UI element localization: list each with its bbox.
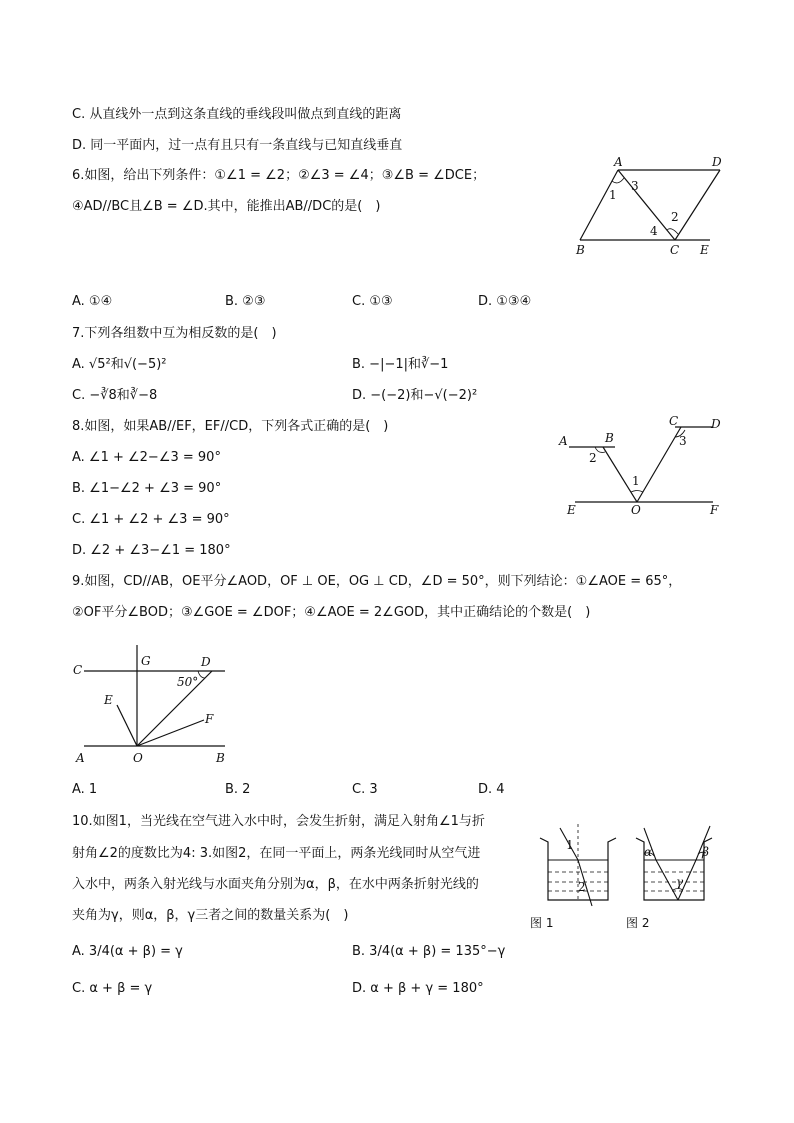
q10-fig2-alpha: α (644, 845, 653, 859)
q9-label-F: F (205, 712, 214, 726)
q6-angle-1: 1 (609, 188, 617, 202)
q9-label-E: E (104, 693, 113, 707)
q6-label-A: A (614, 155, 623, 169)
q6-stem-line1: 6.如图，给出下列条件：①∠1 = ∠2；②∠3 = ∠4；③∠B = ∠DCE； (72, 168, 486, 183)
q9-label-angle: 50° (177, 675, 199, 689)
q10-fig1-angle-2: 2 (578, 880, 586, 894)
q10-option-b[interactable]: B. 3/4(α + β) = 135°−γ (352, 944, 506, 959)
q6-option-c[interactable]: C. ①③ (352, 294, 393, 309)
q8-option-b[interactable]: B. ∠1−∠2 + ∠3 = 90° (72, 481, 222, 496)
q9-option-c[interactable]: C. 3 (352, 782, 378, 797)
q6-angle-4: 4 (650, 224, 658, 238)
q9-option-b[interactable]: B. 2 (225, 782, 251, 797)
q9-label-G: G (141, 654, 151, 668)
q6-option-d[interactable]: D. ①③④ (478, 294, 532, 309)
q10-fig2-caption: 图 2 (626, 916, 650, 930)
q6-stem-line2: ④AD//BC且∠B = ∠D.其中，能推出AB//DC的是( ) (72, 199, 381, 214)
q6-angle-3: 3 (631, 179, 639, 193)
q10-option-c[interactable]: C. α + β = γ (72, 981, 153, 996)
q9-stem-line2: ②OF平分∠BOD；③∠GOE = ∠DOF；④∠AOE = 2∠GOD，其中正确结论的个数是( ) (72, 605, 591, 620)
q8-label-O: O (631, 503, 641, 517)
q10-stem-line1: 10.如图1，当光线在空气进入水中时，会发生折射，满足入射角∠1与折 (72, 814, 485, 829)
q6-label-C: C (670, 243, 680, 257)
q8-figure (555, 412, 730, 522)
q10-stem-line4: 夹角为γ，则α，β，γ三者之间的数量关系为( ) (72, 908, 349, 923)
q7-option-c[interactable]: C. −∛8和∛−8 (72, 388, 158, 403)
q10-option-d[interactable]: D. α + β + γ = 180° (352, 981, 484, 996)
q5-option-c: C. 从直线外一点到这条直线的垂线段叫做点到直线的距离 (72, 107, 402, 122)
q9-figure (70, 645, 235, 770)
q6-label-D: D (712, 155, 722, 169)
q7-option-a[interactable]: A. √5²和√(−5)² (72, 357, 167, 372)
q10-fig1-angle-1: 1 (566, 838, 574, 852)
q6-angle-2: 2 (671, 210, 679, 224)
q6-figure (570, 155, 740, 260)
q8-option-d[interactable]: D. ∠2 + ∠3−∠1 = 180° (72, 543, 231, 558)
q9-stem-line1: 9.如图，CD//AB，OE平分∠AOD，OF ⊥ OE，OG ⊥ CD，∠D = 50°，则下列结论：①∠AOE = 65°， (72, 574, 682, 589)
q10-fig2-gamma: γ (676, 875, 684, 889)
q6-label-B: B (576, 243, 585, 257)
q7-option-d[interactable]: D. −(−2)和−√(−2)² (352, 388, 478, 403)
q8-angle-2: 2 (589, 451, 597, 465)
q5-option-d: D. 同一平面内，过一点有且只有一条直线与已知直线垂直 (72, 138, 403, 153)
q7-stem: 7.下列各组数中互为相反数的是( ) (72, 326, 277, 341)
q8-label-F: F (710, 503, 719, 517)
q8-stem: 8.如图，如果AB//EF，EF//CD，下列各式正确的是( ) (72, 419, 389, 434)
q8-option-a[interactable]: A. ∠1 + ∠2−∠3 = 90° (72, 450, 221, 465)
q9-label-C: C (73, 663, 83, 677)
q10-option-a[interactable]: A. 3/4(α + β) = γ (72, 944, 183, 959)
q9-label-O: O (133, 751, 143, 765)
q8-option-c[interactable]: C. ∠1 + ∠2 + ∠3 = 90° (72, 512, 230, 527)
q6-option-a[interactable]: A. ①④ (72, 294, 113, 309)
q9-label-A: A (76, 751, 85, 765)
q10-figure-1 (530, 820, 620, 910)
q8-label-C: C (669, 414, 679, 428)
q9-option-a[interactable]: A. 1 (72, 782, 98, 797)
q7-option-b[interactable]: B. −|−1|和∛−1 (352, 357, 449, 372)
q10-stem-line2: 射角∠2的度数比为4: 3.如图2，在同一平面上，两条光线同时从空气进 (72, 846, 481, 861)
q10-fig2-beta: β (702, 845, 709, 859)
q9-label-D: D (201, 655, 211, 669)
q9-option-d[interactable]: D. 4 (478, 782, 505, 797)
q9-label-B: B (216, 751, 225, 765)
q8-label-B: B (605, 431, 614, 445)
q6-option-b[interactable]: B. ②③ (225, 294, 266, 309)
q6-label-E: E (700, 243, 709, 257)
q8-angle-1: 1 (632, 474, 640, 488)
q10-fig1-caption: 图 1 (530, 916, 554, 930)
q8-label-A: A (559, 434, 568, 448)
q8-angle-3: 3 (679, 434, 687, 448)
q10-figure-2 (630, 820, 720, 910)
q8-label-E: E (567, 503, 576, 517)
q10-stem-line3: 入水中，两条入射光线与水面夹角分别为α，β，在水中两条折射光线的 (72, 877, 479, 892)
q8-label-D: D (711, 417, 721, 431)
